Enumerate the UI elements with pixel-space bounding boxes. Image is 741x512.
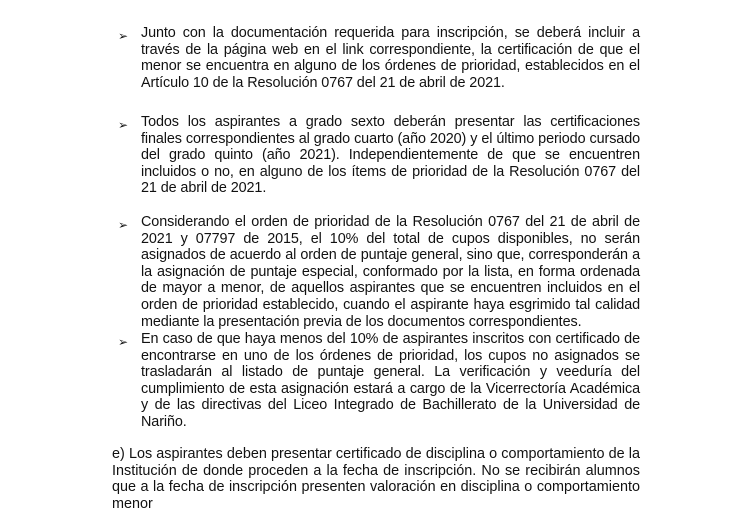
bullet-paragraph-1: Junto con la documentación requerida para inscripción, se deberá incluir a través de la página web en el link correspondiente, la certificación de que el menor se encuentra en alguno de los órdenes de prioridad, establecidos en el Artículo 10 de la Resolución 0767 del 21 de abril de 2021. [141, 25, 640, 91]
bullet-arrow-icon: ➢ [118, 218, 129, 232]
bullet-paragraph-3: Considerando el orden de prioridad de la Resolución 0767 del 21 de abril de 2021 y 07797 de 2015, el 10% del total de cupos disponibles, no serán asignados de acuerdo al orden de puntaje general, sino que, corresponderán a la asignación de puntaje especial, conformado por la lista, en forma ordenada de mayor a menor, de aquellos aspirantes que se encuentren incluidos en el orden de prioridad establecido, cuando el aspirante haya esgrimido tal calidad mediante la presentación previa de los documentos correspondientes. [141, 214, 640, 330]
section-e-paragraph: e) Los aspirantes deben presentar certificado de disciplina o comportamiento de la Institución de donde proceden a la fecha de inscripción. No se recibirán alumnos que a la fecha de inscripción presenten valoración en disciplina o comportamiento menor [112, 446, 640, 512]
bullet-arrow-icon: ➢ [118, 335, 129, 349]
bullet-arrow-icon: ➢ [118, 29, 129, 43]
bullet-paragraph-4: En caso de que haya menos del 10% de aspirantes inscritos con certificado de encontrarse en uno de los órdenes de prioridad, los cupos no asignados se trasladarán al listado de puntaje general. La verificación y veeduría del cumplimiento de esta asignación estará a cargo de la Vicerrectoría Académica y de las directivas del Liceo Integrado de Bachillerato de la Universidad de Nariño. [141, 331, 640, 430]
bullet-arrow-icon: ➢ [118, 118, 129, 132]
bullet-paragraph-2: Todos los aspirantes a grado sexto deberán presentar las certificaciones finales correspondientes al grado cuarto (año 2020) y el último periodo cursado del grado quinto (año 2021). Independientemente de que se encuentren incluidos o no, en alguno de los ítems de prioridad de la Resolución 0767 del 21 de abril de 2021. [141, 114, 640, 197]
